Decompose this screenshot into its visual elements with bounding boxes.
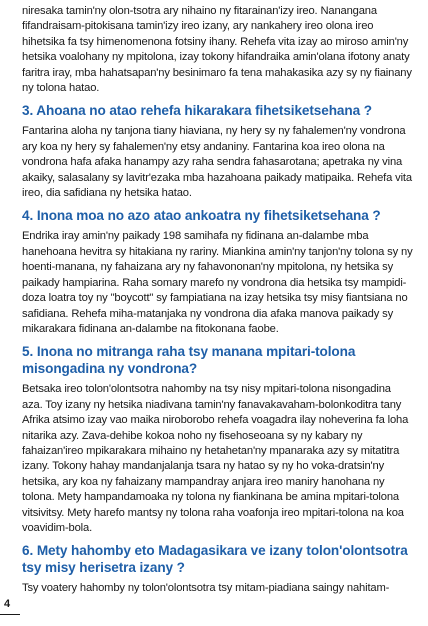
page-number: 4 bbox=[4, 598, 11, 610]
document-body bbox=[22, 4, 414, 603]
paragraph-section-4: Endrika iray amin'ny paikady 198 samihafa ny fidinana an-dalambe mba hanehoana hevitra sy hitakiana ny rariny. Miankina amin'ny tanjon'ny tolona sy ny hoenti-manana, ny fahaizana ary ny fahavononan'ny mpitolona, ny hetsika sy paikady hampiarina. Raha somary marefo ny vondrona dia hetsika tsy mampidi-doza loatra toy ny "boycott" sy fampiatiana na izay hetsika tsy misy fiantsiana no safidiana. Rehefa miha-matanjaka ny vondrona dia afaka manova paikady sy mikarakara fidinana an-dalambe na fitokonana faobe. bbox=[22, 230, 413, 335]
paragraph-section-5: Betsaka ireo tolon'olontsotra nahomby na tsy nisy mpitari-tolona nisongadina aza. Toy izany ny hetsika niadivana tamin'ny fanavakavaham-bolonkoditra tany Afrika atsimo izay vao maika niroborobo rehefa voagadra ilay noheverina fa loha nitarika azy. Zava-dehibe kokoa noho ny fisehoseoana sy ny kabary ny fahaizan'ireo mpikarakara mihaino ny hetahetan'ny mpanaraka azy sy mitatitra izany. Tokony hahay mandanjalanja tsara ny hatao sy ny ho voka-dratsin'ny hetsika, ary koa ny fahaizany mampandray anjara ireo maniry hanohana ny tolona. Mety hampandamoaka ny tolona ny fiankinana be amina mpitari-tolona vitsivitsy. Mety harefo mantsy ny tolona raha voafonja ireo mpitari-tolona na koa voavidim-bola. bbox=[22, 383, 409, 534]
page-number-rule bbox=[0, 614, 20, 615]
heading-section-5: 5. Inona no mitranga raha tsy manana mpitari-tolona misongadina ny vondrona? bbox=[22, 344, 356, 377]
paragraph-section-6: Tsy voatery hahomby ny tolon'olontsotra tsy mitam-piadiana saingy nahitam- bbox=[22, 582, 390, 595]
heading-section-3: 3. Ahoana no atao rehefa hikarakara fihetsiketsehana ? bbox=[22, 103, 372, 119]
paragraph-intro: niresaka tamin'ny olon-tsotra ary nihaino ny fitarainan'izy ireo. Nanangana fifandraisam-pitokisana tamin'izy ireo izany, ary nankahery ireo olona ireo hihetsika fa tsy himenomenona fotsiny ihany. Rehefa vita izay ao miroso amin'ny hetsika voalohany ny mpitolona, izay tokony hifandraika amin'olana ifotony anaty faritra iray, mba hahatsapan'ny besinimaro fa tena mahakasika azy sy ny fiainany ny tolona hatao. bbox=[22, 5, 412, 95]
paragraph-section-3: Fantarina aloha ny tanjona tiany hiaviana, ny hery sy ny fahalemen'ny vondrona ary koa ny hery sy fahalemen'ny etsy andaniny. Fantarina koa ireo olona na vondrona hafa afaka hanampy azy raha sendra fahasarotana; apetraka ny vina akaiky, salasalany sy lavitr'ezaka mba hazahoana paikady matipaika. Rehefa vita ireo, dia safidiana ny hetsika hatao. bbox=[22, 125, 412, 200]
heading-section-4: 4. Inona moa no azo atao ankoatra ny fihetsiketsehana ? bbox=[22, 208, 381, 224]
heading-section-6: 6. Mety hahomby eto Madagasikara ve izany tolon'olontsotra tsy misy herisetra izany ? bbox=[22, 543, 408, 576]
